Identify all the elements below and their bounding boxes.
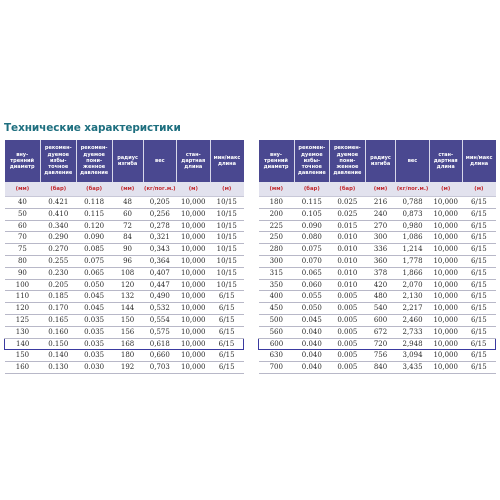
table-cell: 10,000 (177, 303, 210, 315)
unit-cell: (м) (177, 182, 210, 197)
table-cell: 10/15 (210, 279, 244, 291)
table-cell: 480 (365, 291, 396, 303)
table-cell: 0,618 (143, 338, 176, 350)
table-cell: 10/15 (210, 208, 244, 220)
table-cell: 10,000 (177, 350, 210, 362)
table-cell: 10,000 (177, 255, 210, 267)
table-cell: 0.270 (40, 244, 76, 256)
table-cell: 0.090 (76, 232, 112, 244)
table-row (5, 232, 244, 244)
table-cell: 630 (259, 350, 295, 362)
table-cell: 10,000 (177, 244, 210, 256)
unit-cell: (бар) (76, 182, 112, 197)
table-row (259, 338, 496, 350)
table-row (5, 338, 244, 350)
table-cell: 225 (259, 220, 295, 232)
table-row (259, 244, 496, 256)
header-inner-diameter: вну- тренний диаметр (259, 140, 295, 182)
table-cell: 6/15 (462, 267, 495, 279)
header-row (5, 140, 244, 182)
table-cell: 150 (5, 350, 41, 362)
table-cell: 270 (365, 220, 396, 232)
table-cell: 0,321 (143, 232, 176, 244)
table-cell: 168 (112, 338, 143, 350)
table-cell: 6/15 (210, 314, 244, 326)
table-cell: 0,205 (143, 197, 176, 209)
table-cell: 0.050 (294, 303, 330, 315)
table-cell: 0.115 (294, 197, 330, 209)
table-cell: 180 (112, 350, 143, 362)
table-cell: 0.080 (294, 232, 330, 244)
table-cell: 50 (5, 208, 41, 220)
table-cell: 0.421 (40, 197, 76, 209)
table-cell: 450 (259, 303, 295, 315)
unit-cell: (м) (462, 182, 495, 197)
table-cell: 0.090 (294, 220, 330, 232)
table-cell: 6/15 (210, 303, 244, 315)
table-cell: 108 (112, 267, 143, 279)
table-cell: 0.005 (330, 314, 366, 326)
table-cell: 100 (5, 279, 41, 291)
table-row (259, 314, 496, 326)
table-row (259, 350, 496, 362)
table-cell: 60 (112, 208, 143, 220)
unit-cell: (кг/пог.м.) (396, 182, 429, 197)
table-cell: 0.055 (294, 291, 330, 303)
table-cell: 80 (5, 255, 41, 267)
table-cell: 0.065 (294, 267, 330, 279)
table-cell: 132 (112, 291, 143, 303)
table-body-right (259, 197, 496, 374)
table-cell: 6/15 (462, 303, 495, 315)
table-cell: 0.185 (40, 291, 76, 303)
table-cell: 0.025 (330, 208, 366, 220)
table-row (5, 291, 244, 303)
table-row (5, 314, 244, 326)
table-cell: 10,000 (429, 350, 462, 362)
table-cell: 10,000 (177, 362, 210, 374)
table-cell: 0,364 (143, 255, 176, 267)
table-cell: 0.005 (330, 362, 366, 374)
table-cell: 6/15 (462, 350, 495, 362)
table-cell: 0,490 (143, 291, 176, 303)
table-cell: 600 (259, 338, 295, 350)
table-cell: 10,000 (177, 326, 210, 338)
table-row (5, 208, 244, 220)
table-cell: 10,000 (429, 244, 462, 256)
table-row (5, 362, 244, 374)
table-cell: 6/15 (210, 350, 244, 362)
table-cell: 0.005 (330, 350, 366, 362)
table-cell: 192 (112, 362, 143, 374)
unit-cell: (мм) (259, 182, 295, 197)
table-cell: 6/15 (462, 255, 495, 267)
table-cell: 6/15 (210, 326, 244, 338)
table-cell: 300 (365, 232, 396, 244)
table-row (5, 255, 244, 267)
table-row (5, 197, 244, 209)
table-cell: 60 (5, 220, 41, 232)
header-bend-radius: радиус изгиба (365, 140, 396, 182)
table-cell: 0.205 (40, 279, 76, 291)
header-min-max-length: мин/макс длина (462, 140, 495, 182)
table-cell: 0,256 (143, 208, 176, 220)
table-row (259, 208, 496, 220)
table-row (5, 350, 244, 362)
table-cell: 0.010 (330, 255, 366, 267)
header-row (259, 140, 496, 182)
table-cell: 0.045 (294, 314, 330, 326)
table-cell: 600 (365, 314, 396, 326)
table-cell: 6/15 (462, 244, 495, 256)
table-cell: 10,000 (177, 197, 210, 209)
table-cell: 0.010 (330, 232, 366, 244)
table-cell: 0,575 (143, 326, 176, 338)
table-cell: 10,000 (177, 267, 210, 279)
table-cell: 0.035 (76, 314, 112, 326)
table-row (259, 326, 496, 338)
table-cell: 0,873 (396, 208, 429, 220)
table-cell: 10/15 (210, 232, 244, 244)
table-cell: 130 (5, 326, 41, 338)
table-cell: 0.118 (76, 197, 112, 209)
table-cell: 10,000 (177, 279, 210, 291)
table-cell: 0.035 (76, 350, 112, 362)
table-cell: 2,070 (396, 279, 429, 291)
table-cell: 120 (112, 279, 143, 291)
header-standard-length: стан- дартная длина (177, 140, 210, 182)
header-bend-radius: радиус изгиба (112, 140, 143, 182)
header-underpressure: рекомен- дуемое пони- женное давление (330, 140, 366, 182)
specs-table-left (4, 140, 244, 374)
table-row (259, 197, 496, 209)
table-cell: 0.040 (294, 326, 330, 338)
table-cell: 0.165 (40, 314, 76, 326)
header-min-max-length: мин/макс длина (210, 140, 244, 182)
table-cell: 110 (5, 291, 41, 303)
header-inner-diameter: вну- тренний диаметр (5, 140, 41, 182)
table-cell: 0.035 (76, 326, 112, 338)
table-cell: 6/15 (210, 362, 244, 374)
table-cell: 250 (259, 232, 295, 244)
table-cell: 10,000 (429, 279, 462, 291)
table-cell: 0.010 (330, 267, 366, 279)
table-cell: 0.060 (294, 279, 330, 291)
table-cell: 0.410 (40, 208, 76, 220)
table-cell: 75 (5, 244, 41, 256)
table-cell: 10,000 (177, 314, 210, 326)
table-cell: 350 (259, 279, 295, 291)
table-cell: 10,000 (429, 291, 462, 303)
table-cell: 0.170 (40, 303, 76, 315)
table-cell: 0,532 (143, 303, 176, 315)
table-cell: 140 (5, 338, 41, 350)
table-cell: 0.025 (330, 197, 366, 209)
table-cell: 540 (365, 303, 396, 315)
table-cell: 6/15 (210, 338, 244, 350)
table-row (259, 220, 496, 232)
unit-cell: (бар) (330, 182, 366, 197)
unit-cell: (кг/пог.м.) (143, 182, 176, 197)
table-row (5, 279, 244, 291)
table-cell: 10,000 (429, 220, 462, 232)
table-cell: 1,778 (396, 255, 429, 267)
table-cell: 0.075 (76, 255, 112, 267)
table-cell: 0.015 (330, 220, 366, 232)
table-cell: 6/15 (462, 291, 495, 303)
table-cell: 0.050 (76, 279, 112, 291)
table-cell: 6/15 (462, 279, 495, 291)
table-cell: 6/15 (462, 197, 495, 209)
header-overpressure: рекомен- дуемое избы- точное давление (40, 140, 76, 182)
table-cell: 0.005 (330, 291, 366, 303)
table-cell: 400 (259, 291, 295, 303)
header-underpressure: рекомен- дуемое пони- женное давление (76, 140, 112, 182)
table-cell: 1,086 (396, 232, 429, 244)
table-cell: 150 (112, 314, 143, 326)
table-cell: 84 (112, 232, 143, 244)
table-cell: 500 (259, 314, 295, 326)
table-cell: 360 (365, 255, 396, 267)
table-cell: 10,000 (429, 267, 462, 279)
table-cell: 0,554 (143, 314, 176, 326)
table-cell: 0,660 (143, 350, 176, 362)
table-cell: 10/15 (210, 255, 244, 267)
table-cell: 0,278 (143, 220, 176, 232)
table-cell: 0.010 (330, 244, 366, 256)
table-cell: 216 (365, 197, 396, 209)
table-cell: 840 (365, 362, 396, 374)
unit-cell: (м) (429, 182, 462, 197)
table-cell: 6/15 (462, 208, 495, 220)
table-cell: 156 (112, 326, 143, 338)
table-cell: 0.115 (76, 208, 112, 220)
table-cell: 0.065 (76, 267, 112, 279)
unit-cell: (м) (210, 182, 244, 197)
table-cell: 1,866 (396, 267, 429, 279)
units-row (259, 182, 496, 197)
table-cell: 315 (259, 267, 295, 279)
table-cell: 0.045 (76, 291, 112, 303)
table-row (259, 255, 496, 267)
table-cell: 10/15 (210, 267, 244, 279)
table-cell: 10,000 (429, 255, 462, 267)
table-cell: 0,407 (143, 267, 176, 279)
table-cell: 0,447 (143, 279, 176, 291)
table-cell: 180 (259, 197, 295, 209)
table-cell: 378 (365, 267, 396, 279)
table-cell: 10/15 (210, 220, 244, 232)
table-cell: 10,000 (429, 326, 462, 338)
table-cell: 2,948 (396, 338, 429, 350)
table-cell: 0,980 (396, 220, 429, 232)
table-row (259, 232, 496, 244)
table-cell: 0.150 (40, 338, 76, 350)
table-cell: 10,000 (429, 362, 462, 374)
table-cell: 6/15 (462, 326, 495, 338)
table-row (259, 279, 496, 291)
table-cell: 0.075 (294, 244, 330, 256)
table-cell: 0.290 (40, 232, 76, 244)
unit-cell: (бар) (40, 182, 76, 197)
table-cell: 6/15 (210, 291, 244, 303)
table-cell: 6/15 (462, 232, 495, 244)
table-cell: 2,460 (396, 314, 429, 326)
table-row (5, 244, 244, 256)
unit-cell: (мм) (112, 182, 143, 197)
table-cell: 10,000 (429, 208, 462, 220)
table-row (5, 220, 244, 232)
table-cell: 48 (112, 197, 143, 209)
table-cell: 10,000 (429, 303, 462, 315)
table-cell: 10,000 (429, 338, 462, 350)
table-cell: 0.120 (76, 220, 112, 232)
table-row (259, 291, 496, 303)
units-row (5, 182, 244, 197)
table-cell: 0.005 (330, 338, 366, 350)
table-cell: 336 (365, 244, 396, 256)
table-cell: 70 (5, 232, 41, 244)
table-row (259, 267, 496, 279)
table-row (259, 303, 496, 315)
table-cell: 10,000 (429, 197, 462, 209)
table-cell: 560 (259, 326, 295, 338)
table-cell: 0.230 (40, 267, 76, 279)
table-cell: 10/15 (210, 197, 244, 209)
table-cell: 10,000 (177, 232, 210, 244)
table-body-left (5, 197, 244, 374)
table-cell: 700 (259, 362, 295, 374)
table-cell: 120 (5, 303, 41, 315)
table-cell: 0.085 (76, 244, 112, 256)
table-cell: 756 (365, 350, 396, 362)
table-cell: 2,130 (396, 291, 429, 303)
header-overpressure: рекомен- дуемое избы- точное давление (294, 140, 330, 182)
table-cell: 10,000 (177, 220, 210, 232)
table-cell: 160 (5, 362, 41, 374)
table-row (259, 362, 496, 374)
table-cell: 6/15 (462, 220, 495, 232)
table-cell: 0.045 (76, 303, 112, 315)
table-cell: 125 (5, 314, 41, 326)
table-cell: 3,435 (396, 362, 429, 374)
table-cell: 720 (365, 338, 396, 350)
table-cell: 3,094 (396, 350, 429, 362)
unit-cell: (мм) (5, 182, 41, 197)
header-standard-length: стан- дартная длина (429, 140, 462, 182)
table-cell: 40 (5, 197, 41, 209)
table-cell: 200 (259, 208, 295, 220)
table-cell: 1,214 (396, 244, 429, 256)
unit-cell: (бар) (294, 182, 330, 197)
table-row (5, 267, 244, 279)
table-cell: 90 (112, 244, 143, 256)
table-cell: 72 (112, 220, 143, 232)
table-cell: 10,000 (177, 338, 210, 350)
specs-table-right (258, 140, 496, 374)
table-row (5, 326, 244, 338)
table-cell: 0.035 (76, 338, 112, 350)
table-cell: 0.040 (294, 350, 330, 362)
table-cell: 6/15 (462, 338, 495, 350)
table-cell: 280 (259, 244, 295, 256)
table-cell: 240 (365, 208, 396, 220)
table-cell: 0.130 (40, 362, 76, 374)
table-cell: 0,703 (143, 362, 176, 374)
table-cell: 10,000 (429, 314, 462, 326)
table-cell: 0,788 (396, 197, 429, 209)
unit-cell: (мм) (365, 182, 396, 197)
table-cell: 6/15 (462, 314, 495, 326)
table-cell: 0.255 (40, 255, 76, 267)
table-cell: 10,000 (177, 208, 210, 220)
table-cell: 0.040 (294, 362, 330, 374)
table-cell: 96 (112, 255, 143, 267)
table-cell: 0.030 (76, 362, 112, 374)
table-cell: 6/15 (462, 362, 495, 374)
table-cell: 0,343 (143, 244, 176, 256)
table-cell: 0.160 (40, 326, 76, 338)
section-title: Технические характеристики (4, 122, 181, 134)
table-cell: 10/15 (210, 244, 244, 256)
table-cell: 2,217 (396, 303, 429, 315)
table-cell: 0.005 (330, 303, 366, 315)
table-cell: 0.340 (40, 220, 76, 232)
table-cell: 672 (365, 326, 396, 338)
table-cell: 0.140 (40, 350, 76, 362)
header-weight: вес (143, 140, 176, 182)
header-weight: вес (396, 140, 429, 182)
table-cell: 2,733 (396, 326, 429, 338)
table-cell: 10,000 (177, 291, 210, 303)
table-cell: 0.040 (294, 338, 330, 350)
table-row (5, 303, 244, 315)
table-cell: 144 (112, 303, 143, 315)
table-cell: 420 (365, 279, 396, 291)
table-cell: 0.070 (294, 255, 330, 267)
table-cell: 0.105 (294, 208, 330, 220)
table-cell: 300 (259, 255, 295, 267)
table-cell: 0.010 (330, 279, 366, 291)
table-cell: 90 (5, 267, 41, 279)
table-cell: 0.005 (330, 326, 366, 338)
table-cell: 10,000 (429, 232, 462, 244)
